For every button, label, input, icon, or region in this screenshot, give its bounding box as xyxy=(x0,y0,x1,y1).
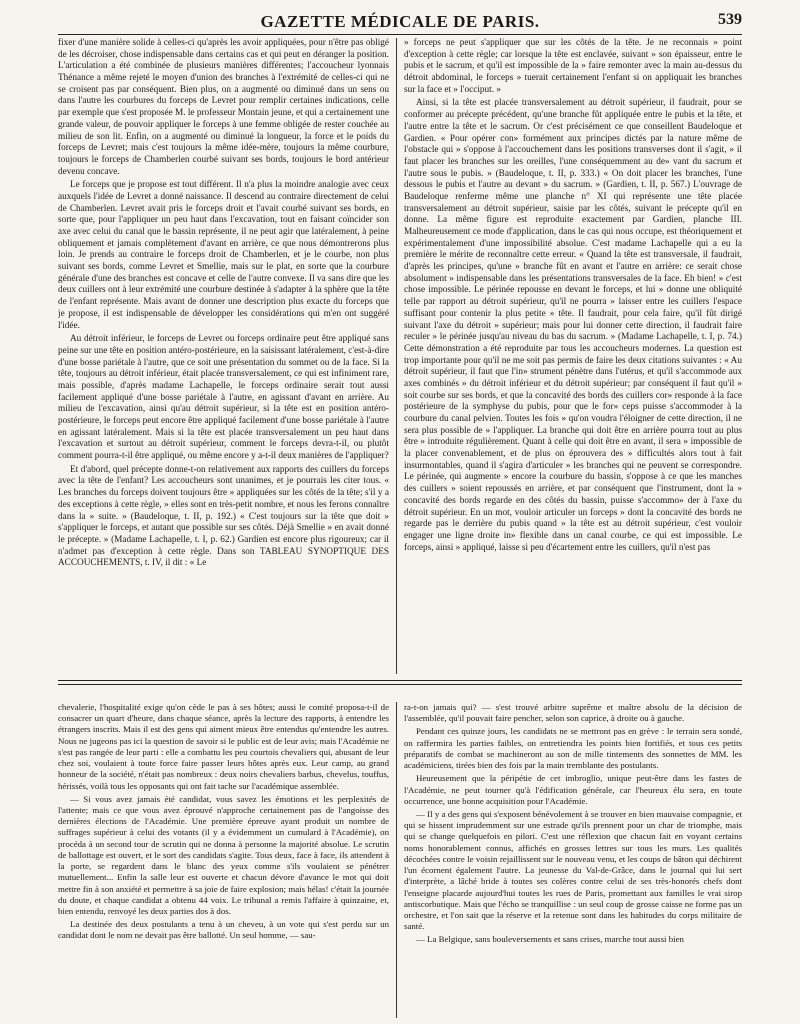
page-number: 539 xyxy=(718,11,742,28)
section-rule xyxy=(58,680,742,681)
paragraph: — Si vous avez jamais été candidat, vous savez les émotions et les perplexités de l'attente; mais ce que vous avez éprouvé n'approche certainement pas de l'angoisse des dernières élections de l'Académie. Une première épreuve ayant produit un nombre de suffrages supérieur à celui des votants (il y a évidemment un cumulard à l'Académie), on procéda à un second tour de scrutin qui ne donna à personne la majorité absolue. Le scrutin de ballottage est ouvert, et le sort des candidats s'agite. Tous deux, face à face, ils attendent à la porte, se regardent dans le blanc des yeux comme s'ils voulaient se pénétrer mutuellement... Enfin la salle leur est ouverte et chacun dévore d'avance le mot qui doit mettre fin à son anxiété et permettre à sa joie de faire explosion; mais hélas! c'était la journée du doute, et chaque candidat a obtenu 44 voix. Le tribunal a remis l'affaire à quinzaine, et, bien entendu, renvoyé les deux parties dos à dos. xyxy=(58,793,389,916)
paragraph: Au détroit inférieur, le forceps de Levret ou forceps ordinaire peut être appliqué sans peine sur une tête en position antéro-postérieure, en la saisissant latéralement, c'est-à-dire d'une bosse pariétale à l'autre, que ce soit une présentation du sommet ou de la face. Si la tête, toujours au détroit inférieur, était placée transversalement, ce qui est infiniment rare, mais possible, d'après madame Lachapelle, le forceps ordinaire serait tout aussi facilement appliqué d'une bosse pariétale à l'autre, en agissant d'avant en arrière. Au milieu de l'excavation, ainsi qu'au détroit supérieur, si la tête est en position antéro-postérieure, le forceps peut encore être appliqué facilement d'une bosse pariétale à l'autre en agissant latéralement. Mais si la tête est placée transversalement un peu haut dans l'excavation et surtout au détroit supérieur, comment le forceps devra-t-il, ou plutôt comment pourra-t-il être appliqué, ou même encore y a-t-il deux manières de l'appliquer? xyxy=(58,334,389,462)
paragraph: — La Belgique, sans bouleversements et sans crises, marche tout aussi bien xyxy=(416,934,684,945)
feuilleton-column-left xyxy=(58,702,389,1018)
paragraph: ra-t-on jamais qui? — s'est trouvé arbitre suprême et maître absolu de la décision de l'assemblée, qu'il pouvait faire pencher, selon son caprice, à droite ou à gauche. xyxy=(404,702,742,724)
column-divider xyxy=(396,38,397,674)
paragraph: — Il y a des gens qui s'exposent bénévolement à se trouver en bien mauvaise compagnie, et qui se hissent imprudemment sur une estrade qu'ils prennent pour un char de triomphe, mais qui se change quelquefois en pilori. C'est une réflexion que chacun fait en voyant certains noms honorablement connus, affichés en grosses lettres sur tous les murs. Les qualités décochées contre le voisin rejaillissent sur le nouveau venu, et les coups de bâton qui déchirent l'un écornent également l'autre. La jeunesse du Val-de-Grâce, dans le journal qui lui sert d'interprète, a lâché bride à toutes ses colères contre celui de ses très-honorés chefs dont l'enseigne placarde aujourd'hui toutes les rues de Paris, promettant aux familles le vrai sirop antiscorbutique. Mais que l'écho se tranquillise : un seul coup de grosse caisse ne forme pas un orchestre, et l'on sait que la réserve et la retenue sont dans les habitudes du corps militaire de santé. xyxy=(404,808,742,932)
paragraph: Et d'abord, quel précepte donne-t-on relativement aux rapports des cuillers du forceps avec la tête de l'enfant? Les accoucheurs sont unanimes, et je pourrais les citer tous. « Les branches du forceps doivent toujours être » appliquées sur les côtés de la tête; s'il y a des exceptions à cette règle, » elles sont en très-petit nombre, et nous les ferons connaître dans la » suite. » (Baudeloque, t. II, p. 192.) « C'est toujours sur la tête que doit » s'appliquer le forceps, et autant que possible sur ses côtés. Déjà Smellie » en avait donné le précepte. » (Madame Lachapelle, t. I, p. 62.) Gardien est encore plus rigoureux; car il n'admet pas d'exception à cette règle. Dans son TABLEAU SYNOPTIQUE DES ACCOUCHEMENTS, t. IV, il dit : « Le xyxy=(58,464,389,569)
paragraph: Pendant ces quinze jours, les candidats ne se mettront pas en grève : le terrain sera sondé, on raffermira les parties faibles, on entretiendra les points bien fortifiés, et tous ces petits préparatifs de combat se machineront au son de mille tintements des sonnettes de MM. les académiciens, tirées bien des fois par la main tremblante des postulants. xyxy=(404,726,742,771)
column-divider xyxy=(396,702,397,1018)
paragraph: chevalerie, l'hospitalité exige qu'on cède le pas à ses hôtes; aussi le comité proposa-t-il de consacrer un quart d'heure, dans chaque séance, après la lecture des rapports, à entendre les étrangers inscrits. Mais il est des gens qui aiment mieux être entendus qu'entendre les autres. Nous ne jugeons pas ici la question de savoir si le public est de leur avis; mais l'Académie ne s'est pas rangée de leur parti : elle a combattu les peu courtois chevaliers qui, abusant de leur chez soi, voulaient à toute force faire passer leurs hôtes après eux. Leur camp, au grand honneur de la société, n'était pas nombreux : deux noirs chevaliers barbus, chevelus, touffus, hérissés, voilà tous les opposants qui ont fait tache sur l'académique assemblée. xyxy=(58,702,389,791)
paragraph: Ainsi, si la tête est placée transversalement au détroit supérieur, il faudrait, pour se conformer au précepte précédent, qu'une branche fût appliquée entre le pubis et la tête, et l'autre entre la tête et le sacrum. Or c'est précisément ce que conseillent Baudeloque et Gardien. « Pour opérer con» formément aux principes dictés par la nature même de l'obstacle qui » s'oppose à l'accouchement dans les positions transverses dont il s'agit, » il faut placer les branches sur les oreilles, l'une conséquemment au de» vant du sacrum et l'autre sous le pubis. » (Baudeloque, t. II, p. 333.) « On doit placer les branches, l'une dessous le pubis et l'autre au devant » du sacrum. » (Gardien, t. II, p. 567.) L'ouvrage de Baudeloque renferme même une planche n° XI qui représente une tête placée transversalement au détroit supérieur, saisie par les côtés, suivant le précepte qu'il en donne. La même figure est reproduite exactement par Gardien, planche III. Malheureusement ce mode d'application, dans le cas qui nous occupe, est théoriquement et expérimentalement d'une impossibilité absolue. C'est madame Lachapelle qui a eu la première le mérite de reconnaître cette erreur. « Quand la tête est transversale, il faudrait, d'après les principes, qu'une » branche fût en avant et l'autre en arrière: ce serait chose absolument » indispensable dans les présentations transversales de la face. Eh bien! » c'est chose impossible. Le périnée repousse en devant le forceps, et lui » donne une obliquité telle par rapport au détroit supérieur, qu'il ne pourra » laisser entre les cuillers l'espace suffisant pour contenir la plus petite » tête. Il faudrait, pour cela faire, qu'il fût dirigé suivant l'axe du détroit » supérieur; mais pour lui donner cette direction, il faudrait faire reculer » le périnée jusqu'au niveau du bas du sacrum. » (Madame Lachapelle, t. I, p. 74.) Cette démonstration a été reproduite par tous les accoucheurs modernes. La question est trop importante pour qu'il ne me soit pas permis de faire les deux citations suivantes : « Au détroit supérieur, il faut que l'in» strument pénètre dans l'utérus, et qu'il s'accommode aux axes combinés » du détroit inférieur et du détroit supérieur; par conséquent il faut qu'il » soit courbe sur ses bords, et que la concavité des bords des cuillers cor» responde à la face postérieure de la symphyse du pubis, pour que le for» ceps puisse s'accommoder à la courbure du canal pelvien. Toutes les fois » qu'on voudra l'éloigner de cette direction, il ne sera plus possible de » l'appliquer. La branche qui doit être en arrière pourra tout au plus être » introduite régulièrement. Quant à celle qui doit être en avant, il sera » impossible de la placer convenablement, et de plus on éprouvera des » difficultés alors tout à fait insurmontables, quand il s'agira d'articuler » les branches qui ne peuvent se correspondre. Le périnée, qui augmente » encore la courbure du bassin, s'oppose à ce que les manches des cuillers » soient repoussés en arrière, et par conséquent que l'instrument, dont la » concavité des bords regarde en des côtés du bassin, puisse s'accommo» der à l'axe du détroit supérieur. En un mot, vouloir articuler un forceps » dont la concavité des bords ne regarde pas le derrière du pubis quand » la tête est au détroit supérieur, c'est vouloir engager une ligne droite in» flexible dans un canal courbe, ce qui est impossible. Le forceps, ainsi » appliqué, laisse si peu d'écartement entre les cuillers, qu'il n'est pas xyxy=(404,98,742,553)
paragraph: Le forceps que je propose est tout différent. Il n'a plus la moindre analogie avec ceux auxquels l'idée de Levret a donné naissance. Il descend au contraire directement de celui de Chamberlen. Levret avait pris le forceps droit et l'avait courbé suivant ses bords, en sorte que, pour l'appliquer un peu haut dans l'excavation, tout en faisant coïncider son axe avec celui du canal que le bassin représente, il ne peut agir que latéralement, à peine obliquement et jamais complètement d'avant en arrière, ce que nous démontrerons plus loin. Je prends au contraire le forceps droit de Chamberlen, et je le courbe, non plus suivant ses bords, comme Levret et Smellie, mais sur le plat, en sorte que la courbure générale d'une des branches est concave et celle de l'autre convexe. Il va sans dire que les deux cuillers ont à leur extrémité une courbure destinée à s'adapter à la sphère que la tête de l'enfant représente. Mais avant de donner une description plus exacte du forceps que je propose, il est indispensable de développer les considérations qui m'en ont suggéré l'idée. xyxy=(58,180,389,331)
article-column-left xyxy=(58,38,389,674)
paragraph: Heureusement que la péripétie de cet imbroglio, unique peut-être dans les fastes de l'Académie, ne peut tourner qu'à l'édification générale, car l'heureux élu sera, en toute occurrence, une bonne acquisition pour l'Académie. xyxy=(404,773,742,806)
paragraph: » forceps ne peut s'appliquer que sur les côtés de la tête. Je ne reconnais » point d'exception à cette règle; car lorsque la tête est enclavée, suivant » son épaisseur, entre le pubis et le sacrum, et qu'il est impossible de la » faire remonter avec la main au-dessus du détroit abdominal, le forceps » tuerait certainement l'enfant si on appliquait les branches sur la face et » l'occiput. » xyxy=(404,38,742,95)
feuilleton-column-right xyxy=(404,702,742,1018)
paragraph: fixer d'une manière solide à celles-ci qu'après les avoir appliquées, pour n'être pas obligé de les décroiser, chose indispensable dans certains cas et qui peut en déranger la position. L'articulation a été combinée de plusieurs manières différentes; l'accoucheur lyonnais Thénance a même rejeté le moyen d'union des branches à l'extrémité de celles-ci qui ne se croisent pas par conséquent. Bien plus, on a augmenté ou diminué dans un sens ou dans l'autre les courbures du forceps de Levret pour remplir certaines indications, celle par exemple que s'est proposée M. le professeur Montain jeune, et qui a certainement une grande valeur, de pouvoir appliquer le forceps à une femme obligée de rester couchée au milieu de son lit. Enfin, on a augmenté ou diminué la longueur, la force et le poids du forceps de Levret; mais c'est toujours la même idée-mère, toujours la même courbure, toujours le forceps de Chamberlen courbé suivant ses bords, toujours le bord antérieur devenu concave. xyxy=(58,38,389,177)
page-header xyxy=(58,8,742,35)
paragraph: La destinée des deux postulants a tenu à un cheveu, à un vote qui s'est perdu sur un candidat dont le nom ne devait pas être ballotté. Un seul homme, — sau- xyxy=(58,919,389,941)
article-column-right xyxy=(404,38,742,674)
journal-title: GAZETTE MÉDICALE DE PARIS. xyxy=(260,12,540,31)
section-rule xyxy=(58,684,742,685)
